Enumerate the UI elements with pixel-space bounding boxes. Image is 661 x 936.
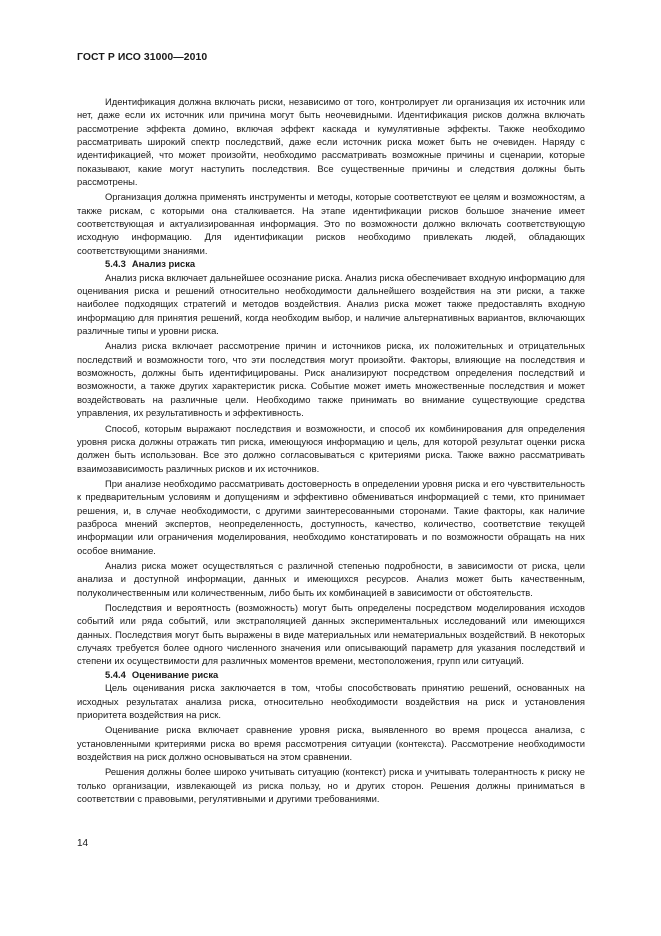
section-number: 5.4.3	[105, 258, 126, 270]
paragraph: При анализе необходимо рассматривать достоверность в определении уровня риска и его чувствительность к предварительным условиям и допущениям и эффективно обмениваться информацией с теми, кто принимает решения, и, в случае необходимости, с другими заинтересованными сторонами. Такие факторы, как наличие разброса мнений экспертов, неопределенность, доступность, качество, количество, соответствие текущей информации или ограничения моделирования, необходимо констатировать и по возможности обращать на них особое внимание.	[77, 477, 585, 556]
paragraph: Организация должна применять инструменты и методы, которые соответствуют ее целям и возможностям, а также рискам, с которыми она сталкивается. На этапе идентификации рисков большое значение имеет соответствующая и актуализированная информация. Это по возможности должно включать соответствующую исходную информацию. Для идентификации рисков необходимо привлекать людей, обладающих соответствующими знаниями.	[77, 191, 585, 256]
page-number: 14	[77, 838, 89, 849]
paragraph: Способ, которым выражают последствия и возможности, и способ их комбинирования для определения уровня риска должны отражать тип риска, имеющуюся информацию и цель, для которой результат оценки риска должен быть использован. Все это должно согласовываться с критериями риска. Также важно рассматривать взаимозависимость различных рисков и их источников.	[77, 422, 585, 474]
paragraph: Анализ риска может осуществляться с различной степенью подробности, в зависимости от риска, цели анализа и доступной информации, данных и имеющихся ресурсов. Анализ может быть качественным, полуколичественным или количественным, либо быть их комбинацией в зависимости от обстоятельств.	[77, 559, 585, 598]
paragraph: Анализ риска включает дальнейшее осознание риска. Анализ риска обеспечивает входную информацию для оценивания риска и решений относительно необходимости дальнейшего воздействия на эти риски, а также наиболее подходящих стратегий и методов воздействия. Анализ риска может также предоставлять входную информацию для принятия решений, когда необходим выбор, и наличие альтернативных вариантов, включающих различные типы и уровни риска.	[77, 271, 585, 337]
page-body	[77, 95, 585, 805]
section-number: 5.4.4	[105, 668, 126, 680]
paragraph: Цель оценивания риска заключается в том, чтобы способствовать принятию решений, основанных на исходных результатах анализа риска, относительно необходимости воздействия на риск и установления приоритета воздействия на риск.	[77, 682, 585, 720]
document-header: ГОСТ Р ИСО 31000—2010	[77, 52, 208, 63]
section-heading-5-4-4	[77, 668, 585, 682]
paragraph: Решения должны более широко учитывать ситуацию (контекст) риска и учитывать толерантность к риску не только организации, извлекающей из риска пользу, но и других сторон. Решения должны приниматься в соответствии с правовыми, регулятивными и другими требованиями.	[77, 766, 585, 805]
paragraph: Анализ риска включает рассмотрение причин и источников риска, их положительных и отрицательных последствий и возможности того, что эти последствия могут произойти. Факторы, влияющие на последствия и возможность, должны быть идентифицированы. Риск анализируют посредством определения последствий и возможности, а также других характеристик риска. Событие может иметь множественные последствия и может воздействовать на различные цели. Необходимо также принимать во внимание существующие средства управления, их результативность и эффективность.	[77, 340, 585, 419]
section-title: Оценивание риска	[131, 668, 219, 680]
section-title: Анализ риска	[131, 258, 196, 270]
paragraph: Идентификация должна включать риски, независимо от того, контролирует ли организация их источник или нет, даже если их источник или причина могут быть неочевидными. Идентификация рисков должна включать рассмотрение эффекта домино, включая эффект каскада и кумулятивные эффекты. Также необходимо рассматривать широкий спектр последствий, даже если источник риска может быть не очевиден. Наряду с идентификацией, что может произойти, необходимо рассматривать возможные причины и сценарии, которые показывают, какие могут наступить последствия. Все существенные причины и следствия должны быть рассмотрены.	[77, 96, 585, 188]
section-heading-5-4-3	[77, 257, 585, 271]
paragraph: Оценивание риска включает сравнение уровня риска, выявленного во время процесса анализа, с установленными критериями риска во время рассмотрения ситуации (контекста). Рассмотрение необходимости воздействия на риск должно основываться на этом сравнении.	[77, 724, 585, 762]
paragraph: Последствия и вероятность (возможность) могут быть определены посредством моделирования исходов событий или ряда событий, или экстраполяцией данных экспериментальных исследований или имеющихся данных. Последствия могут быть выражены в виде материальных или нематериальных воздействий. В некоторых случаях требуется более одного численного значения или описывающий параметр для указания последствий и степени их осуществимости для различных моментов времени, местоположения, групп или ситуаций.	[77, 601, 585, 667]
